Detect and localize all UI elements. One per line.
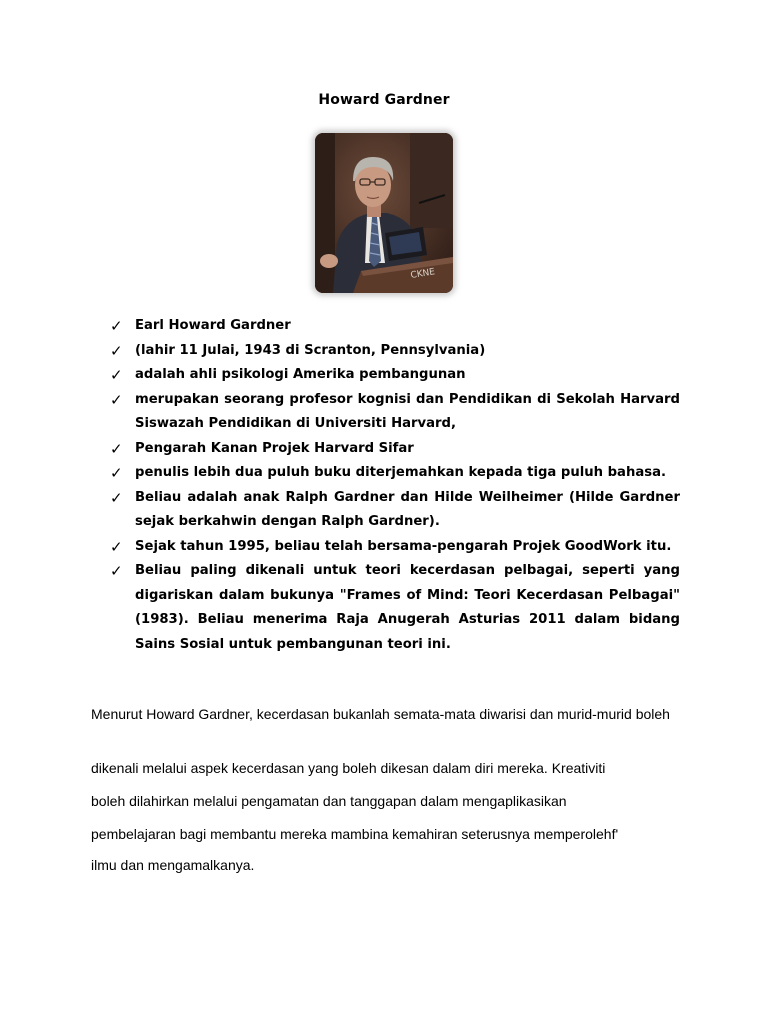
list-item [108, 339, 680, 364]
fact-text: penulis lebih dua puluh buku diterjemahkan kepada tiga puluh bahasa. [135, 465, 666, 480]
fact-text: Beliau adalah anak Ralph Gardner dan Hilde Weilheimer (Hilde Gardner sejak berkahwin dengan Ralph Gardner). [135, 489, 680, 529]
svg-text:CKNE: CKNE [409, 267, 436, 281]
checkmark-icon: ✓ [110, 390, 123, 409]
checkmark-icon: ✓ [110, 439, 123, 458]
list-item [108, 388, 680, 437]
fact-text: adalah ahli psikologi Amerika pembangunan [135, 367, 466, 382]
list-item [108, 314, 680, 339]
paragraph-line: ilmu dan mengamalkanya. [91, 857, 255, 873]
checkmark-icon: ✓ [110, 317, 123, 335]
checkmark-icon: ✓ [110, 341, 123, 360]
paragraph-line: Menurut Howard Gardner, kecerdasan bukanlah semata-mata diwarisi dan murid-murid boleh [91, 706, 670, 722]
list-item [108, 486, 680, 535]
list-item [108, 559, 680, 657]
checkmark-icon: ✓ [110, 464, 123, 482]
list-item [108, 535, 680, 560]
checkmark-icon: ✓ [110, 537, 123, 556]
checkmark-icon: ✓ [110, 562, 123, 580]
list-item [108, 461, 680, 486]
list-item [108, 363, 680, 388]
paragraph-line: dikenali melalui aspek kecerdasan yang boleh dikesan dalam diri mereka. Kreativiti [91, 760, 606, 776]
fact-text: Pengarah Kanan Projek Harvard Sifar [135, 440, 414, 456]
list-item [108, 437, 680, 462]
fact-text: Beliau paling dikenali untuk teori kecerdasan pelbagai, seperti yang digariskan dalam bukunya "Frames of Mind: Teori Kecerdasan Pelbagai" (1983). Beliau menerima Raja Anugerah Asturias 2011 dalam bidang Sains Sosial untuk pembangunan teori ini. [135, 563, 680, 652]
paragraph-line: pembelajaran bagi membantu mereka mambina kemahiran seterusnya memperolehf' [91, 826, 619, 842]
page-title: Howard Gardner [318, 92, 450, 108]
checkmark-icon: ✓ [110, 366, 123, 384]
paragraph-line: boleh dilahirkan melalui pengamatan dan tanggapan dalam mengaplikasikan [91, 793, 567, 809]
fact-text: merupakan seorang profesor kognisi dan Pendidikan di Sekolah Harvard Siswazah Pendidikan di Universiti Harvard, [135, 391, 680, 431]
fact-text: Earl Howard Gardner [135, 318, 291, 333]
facts-list [108, 314, 680, 657]
portrait-photo [315, 133, 453, 293]
fact-text: (lahir 11 Julai, 1943 di Scranton, Pennsylvania) [135, 342, 486, 358]
checkmark-icon: ✓ [110, 488, 123, 507]
fact-text: Sejak tahun 1995, beliau telah bersama-pengarah Projek GoodWork itu. [135, 538, 672, 554]
